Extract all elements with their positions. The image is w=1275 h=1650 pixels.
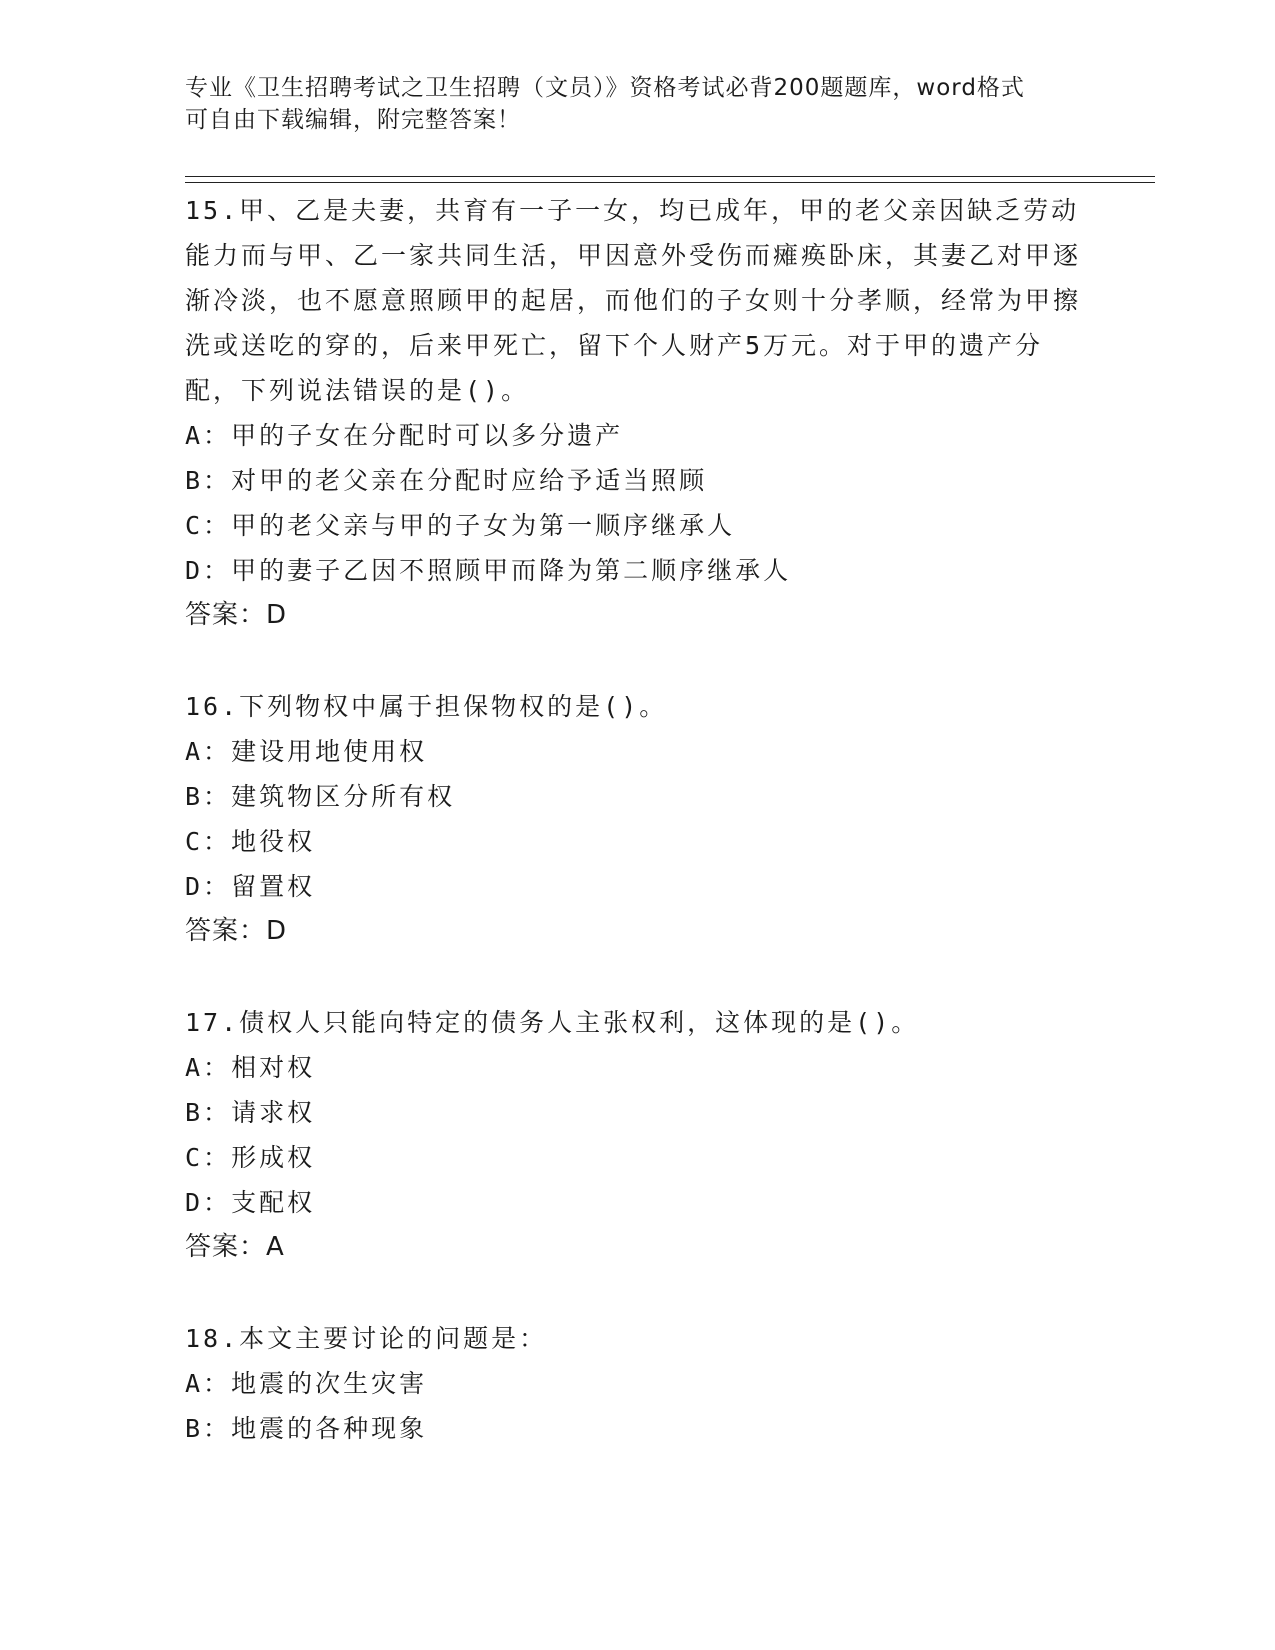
question-stem: 16.下列物权中属于担保物权的是()。 [185,692,668,721]
option-text: 甲的老父亲与甲的子女为第一顺序继承人 [231,511,736,540]
option-text: 建设用地使用权 [231,737,428,766]
question-item [185,1000,1085,1270]
option-text: 支配权 [231,1188,316,1217]
answer-value: D [266,916,288,946]
answer-line [185,1225,1085,1270]
option-c [185,1135,1085,1180]
answer-label: 答案： [185,600,267,630]
option-key: D： [185,1188,232,1217]
answer-value: D [266,600,288,630]
option-key: C： [185,827,232,856]
question-stem: 18.本文主要讨论的问题是： [185,1324,548,1353]
option-text: 地震的各种现象 [231,1414,428,1443]
option-text: 形成权 [231,1143,316,1172]
option-key: C： [185,511,232,540]
document-header [185,72,1085,136]
option-b [185,774,1085,819]
question-stem: 17.债权人只能向特定的债务人主张权利，这体现的是()。 [185,1008,920,1037]
option-key: D： [185,872,232,901]
header-title-line-2: 可自由下载编辑，附完整答案！ [185,107,521,133]
answer-line [185,909,1085,954]
answer-label: 答案： [185,1232,267,1262]
header-divider-top [185,176,1155,177]
option-b [185,1090,1085,1135]
option-c [185,503,1085,548]
option-d [185,548,1085,593]
option-text: 请求权 [231,1098,316,1127]
option-text: 建筑物区分所有权 [231,782,456,811]
option-text: 相对权 [231,1053,316,1082]
question-item [185,1316,1085,1451]
option-key: B： [185,1414,232,1443]
option-text: 对甲的老父亲在分配时应给予适当照顾 [231,466,708,495]
option-key: A： [185,1053,232,1082]
option-key: D： [185,556,232,585]
option-a [185,1045,1085,1090]
header-title-line-1: 专业《卫生招聘考试之卫生招聘（文员）》资格考试必背200题题库，word格式 [185,75,1025,101]
option-b [185,1406,1085,1451]
option-a [185,1361,1085,1406]
option-text: 留置权 [231,872,316,901]
option-c [185,819,1085,864]
option-text: 地震的次生灾害 [231,1369,428,1398]
option-key: B： [185,782,232,811]
answer-value: A [266,1232,285,1262]
option-text: 甲的子女在分配时可以多分遗产 [231,421,624,450]
option-key: A： [185,737,232,766]
option-key: C： [185,1143,232,1172]
option-key: B： [185,466,232,495]
answer-line [185,593,1085,638]
question-list [185,188,1085,1497]
option-a [185,413,1085,458]
question-item [185,188,1085,638]
option-d [185,864,1085,909]
option-text: 地役权 [231,827,316,856]
option-a [185,729,1085,774]
option-b [185,458,1085,503]
option-text: 甲的妻子乙因不照顾甲而降为第二顺序继承人 [231,556,792,585]
option-key: A： [185,1369,232,1398]
question-stem: 15.甲、乙是夫妻，共育有一子一女，均已成年，甲的老父亲因缺乏劳动能力而与甲、乙一家共同生活，甲因意外受伤而瘫痪卧床，其妻乙对甲逐渐冷淡，也不愿意照顾甲的起居，而他们的子女则十分孝顺，经常为甲擦洗或送吃的穿的，后来甲死亡，留下个人财产5万元。对于甲的遗产分配，下列说法错误的是()。 [185,196,1082,405]
answer-label: 答案： [185,916,267,946]
option-key: B： [185,1098,232,1127]
header-divider-bottom [185,182,1155,183]
option-key: A： [185,421,232,450]
option-d [185,1180,1085,1225]
question-item [185,684,1085,954]
